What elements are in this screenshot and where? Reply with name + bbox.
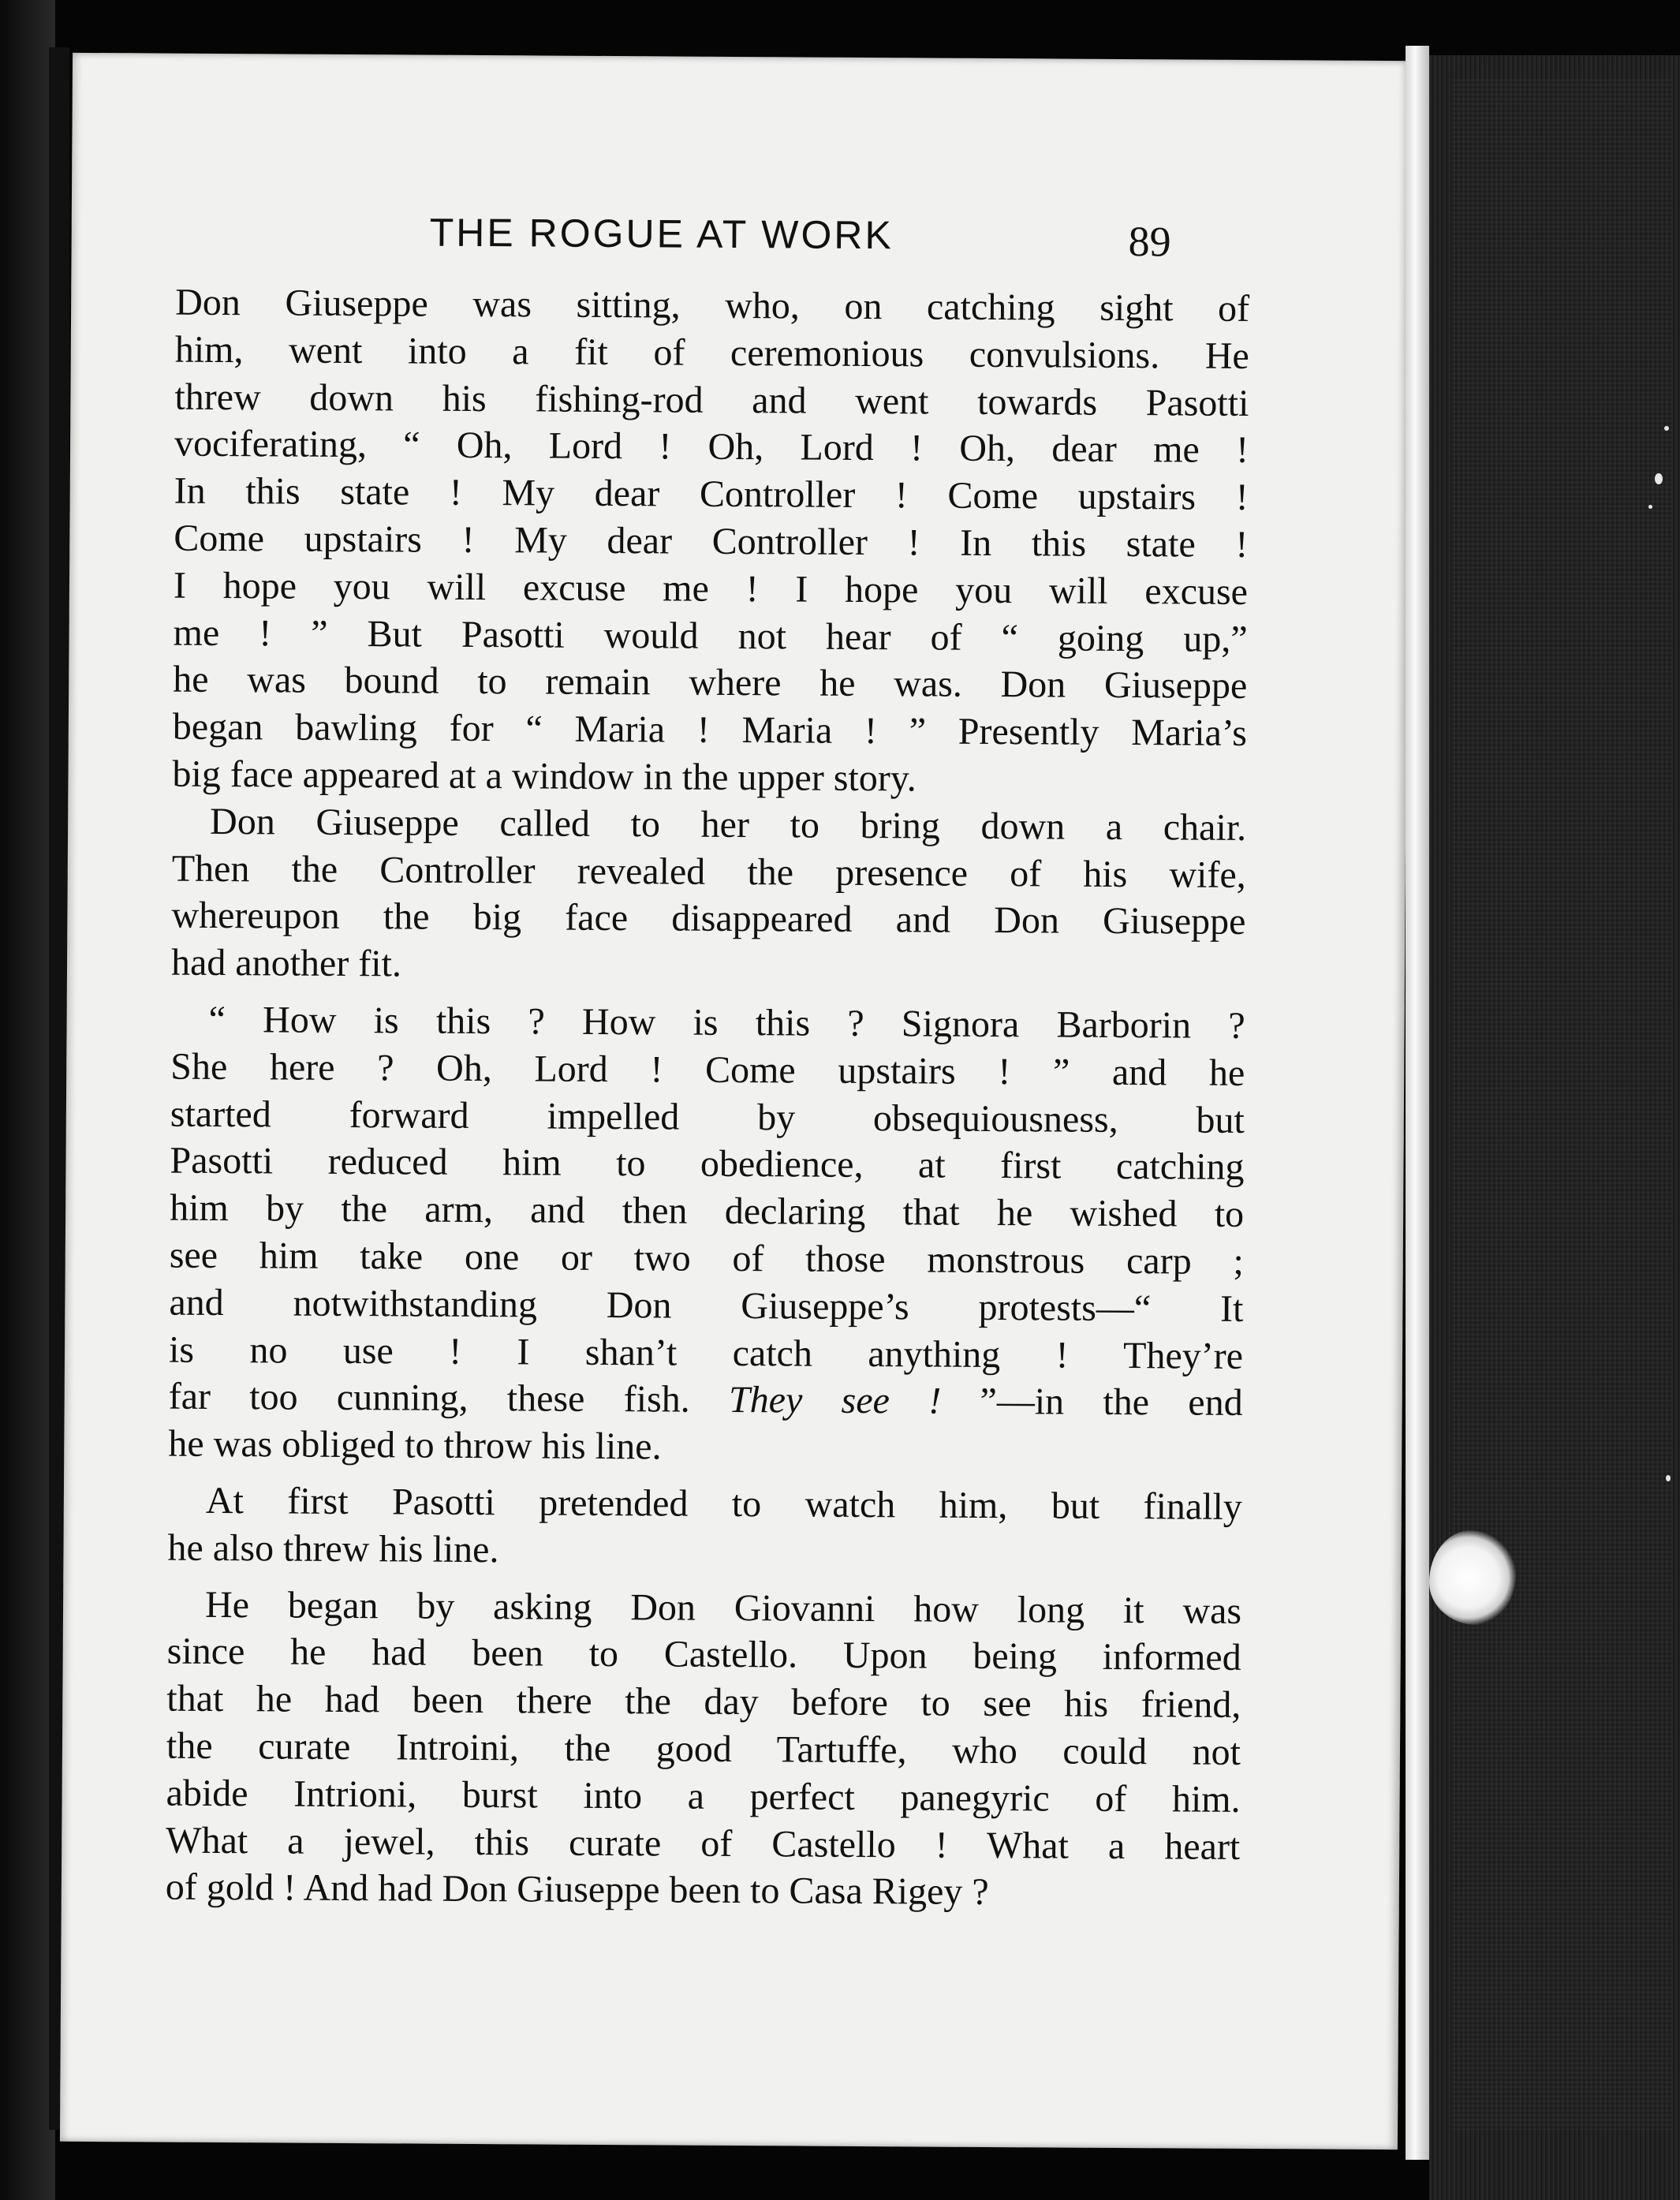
paragraph [172,279,1249,805]
text-line: and notwithstanding Don Giuseppe’s protests—“ It [169,1281,1244,1330]
text-line: Come upstairs ! My dear Controller ! In this state ! [174,517,1249,566]
text-line: since he had been to Castello. Upon being informed [166,1630,1241,1679]
body-text [166,279,1250,1918]
book-page [60,53,1410,2150]
text-line: “ How is this ? How is this ? Signora Barborin ? [208,998,1245,1047]
dust-speck [1666,1475,1671,1481]
paragraph [168,996,1245,1474]
text-line: Don Giuseppe called to her to bring down a chair. [209,800,1247,849]
text-line: He began by asking Don Giovanni how long it was [204,1583,1242,1632]
text-line: big face appeared at a window in the upper story. [172,753,917,800]
text-line: whereupon the big face disappeared and Don Giuseppe [171,894,1246,943]
text-line: started forward impelled by obsequiousness, but [170,1093,1245,1141]
text-line [169,1373,1243,1427]
text-line: see him take one or two of those monstrous carp ; [169,1234,1244,1283]
text-line: She here ? Oh, Lord ! Come upstairs ! ” and he [170,1045,1245,1094]
page-fore-edge [1406,46,1429,2160]
text-line: he was bound to remain where he was. Don Giuseppe [173,659,1248,708]
paper-blot [1429,1530,1516,1625]
text-line: I hope you will excuse me ! I hope you will excuse [173,564,1249,613]
paragraph [167,1477,1242,1578]
text-line: the curate Introini, the good Tartuffe, who could not [166,1724,1241,1773]
text-line: is no use ! I shan’t catch anything ! They’re [168,1328,1244,1377]
text-line: he also threw his line. [167,1526,499,1571]
running-head [71,207,1409,271]
paragraph [171,797,1246,993]
dust-speck [1655,473,1663,484]
text-line: Don Giuseppe was sitting, who, on catching sight of [175,281,1250,330]
facing-page-edge [0,0,55,2200]
text-line: him, went into a fit of ceremonious convulsions. He [174,328,1249,377]
text-line: began bawling for “ Maria ! Maria ! ” Presently Maria’s [172,705,1248,755]
italic-text: They see ! [728,1379,942,1422]
text-line: he was obliged to throw his line. [168,1422,662,1468]
paragraph [166,1581,1242,1918]
dust-speck [1648,505,1652,509]
text-line: of gold ! And had Don Giuseppe been to Casa Rigey ? [165,1866,989,1914]
text-line: threw down his fishing-rod and went towards Pasotti [174,375,1249,424]
text-fragment: ”—in the end [941,1380,1243,1425]
text-line: him by the arm, and then declaring that he wished to [169,1186,1245,1236]
text-line: that he had been there the day before to see his friend, [166,1677,1241,1727]
text-line: vociferating, “ Oh, Lord ! Oh, Lord ! Oh, dear me ! [174,423,1249,472]
dust-speck [1664,426,1669,431]
text-line: me ! ” But Pasotti would not hear of “ going up,” [173,611,1248,660]
text-line: In this state ! My dear Controller ! Come upstairs ! [174,469,1249,519]
text-line: had another fit. [170,941,402,985]
text-line: What a jewel, this curate of Castello ! What a heart [166,1819,1241,1868]
text-line: abide Intrioni, burst into a perfect panegyric of him. [166,1772,1241,1821]
text-line: At first Pasotti pretended to watch him, but finally [205,1479,1243,1528]
cover-texture [1451,79,1672,2130]
running-head-title: THE ROGUE AT WORK [429,210,894,258]
text-fragment: far too cunning, these fish. [168,1375,730,1421]
text-line: Then the Controller revealed the presence of his wife, [171,847,1246,896]
text-line: Pasotti reduced him to obedience, at first catching [170,1139,1245,1189]
page-number: 89 [1128,218,1171,266]
